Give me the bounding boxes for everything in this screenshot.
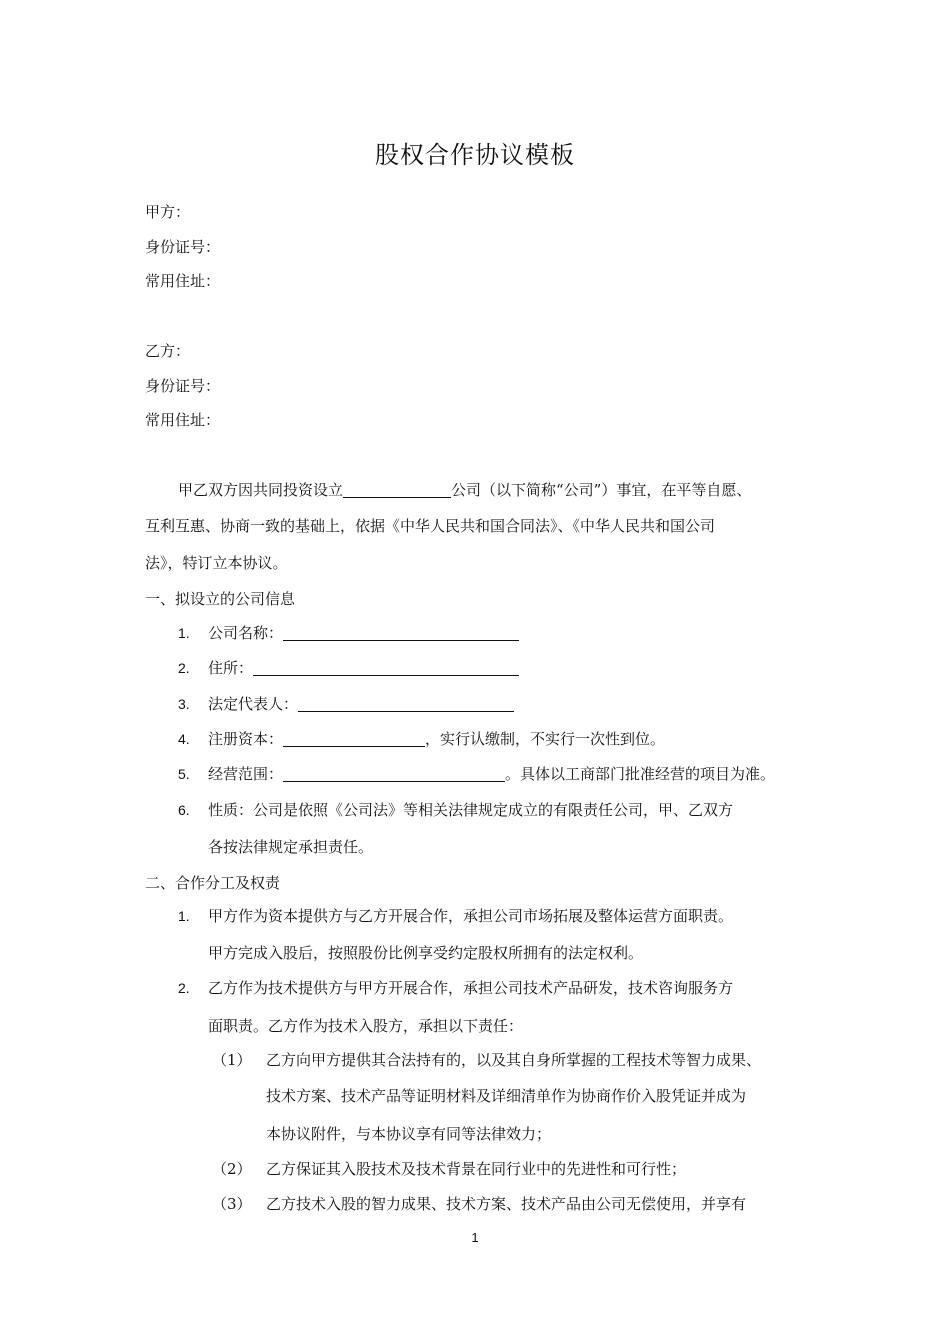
fill-blank bbox=[253, 659, 519, 676]
fill-blank bbox=[283, 624, 519, 641]
item-suffix: 。具体以工商部门批准经营的项目为准。 bbox=[505, 765, 776, 783]
list-item bbox=[208, 658, 519, 678]
party-b-name-label: 乙方： bbox=[145, 342, 191, 360]
intro-line-3: 法》，特订立本协议。 bbox=[145, 554, 288, 572]
subitem-number: （3） bbox=[212, 1195, 252, 1213]
company-blank bbox=[343, 481, 451, 498]
subitem-continuation: 技术方案、技术产品等证明材料及详细清单作为协商作价入股凭证并成为 bbox=[266, 1087, 747, 1105]
party-a-address-label: 常用住址： bbox=[145, 272, 221, 290]
page-number: 1 bbox=[471, 1230, 479, 1245]
section-1-heading: 一、拟设立的公司信息 bbox=[145, 590, 296, 608]
item-label: 经营范围： bbox=[208, 765, 284, 783]
item-number: 3. bbox=[178, 696, 190, 712]
list-item bbox=[208, 694, 514, 714]
list-item-continuation: 面职责。乙方作为技术入股方，承担以下责任： bbox=[208, 1017, 524, 1035]
subitem-text: 乙方向甲方提供其合法持有的，以及其自身所掌握的工程技术等智力成果、 bbox=[266, 1051, 762, 1069]
party-a-id-label: 身份证号： bbox=[145, 238, 221, 256]
subitem-continuation: 本协议附件，与本协议享有同等法律效力； bbox=[266, 1125, 552, 1143]
item-label: 注册资本： bbox=[208, 730, 284, 748]
item-label: 住所： bbox=[208, 659, 254, 677]
intro-line-1 bbox=[178, 480, 751, 500]
list-item bbox=[208, 764, 775, 784]
document-title: 股权合作协议模板 bbox=[375, 141, 575, 169]
intro-line-2: 互利互惠、协商一致的基础上，依据《中华人民共和国合同法》、《中华人民共和国公司 bbox=[145, 517, 716, 535]
item-number: 6. bbox=[178, 802, 190, 818]
list-item bbox=[208, 623, 519, 643]
section-2-heading: 二、合作分工及权责 bbox=[145, 874, 281, 892]
list-item-continuation: 甲方完成入股后，按照股份比例享受约定股权所拥有的法定权利。 bbox=[208, 944, 644, 962]
fill-blank bbox=[283, 765, 505, 782]
item-label: 法定代表人： bbox=[208, 695, 299, 713]
fill-blank bbox=[283, 730, 425, 747]
party-a-name-label: 甲方： bbox=[145, 203, 191, 221]
item-number: 5. bbox=[178, 766, 190, 782]
intro-text-1a: 甲乙双方因共同投资设立 bbox=[178, 481, 344, 499]
item-number: 2. bbox=[178, 660, 190, 676]
subitem-text: 乙方技术入股的智力成果、技术方案、技术产品由公司无偿使用，并享有 bbox=[266, 1195, 747, 1213]
item-number: 1. bbox=[178, 625, 190, 641]
party-b-address-label: 常用住址： bbox=[145, 411, 221, 429]
item-number: 4. bbox=[178, 731, 190, 747]
list-item: 乙方作为技术提供方与甲方开展合作，承担公司技术产品研发，技术咨询服务方 bbox=[208, 979, 734, 997]
subitem-number: （2） bbox=[212, 1160, 252, 1178]
list-item bbox=[208, 729, 665, 749]
subitem-number: （1） bbox=[212, 1051, 252, 1069]
party-b-id-label: 身份证号： bbox=[145, 377, 221, 395]
list-item: 性质：公司是依照《公司法》等相关法律规定成立的有限责任公司，甲、乙双方 bbox=[208, 801, 734, 819]
item-number: 2. bbox=[178, 980, 190, 996]
intro-text-1b: 公司（以下简称“公司”）事宜，在平等自愿、 bbox=[451, 481, 752, 499]
list-item-continuation: 各按法律规定承担责任。 bbox=[208, 838, 374, 856]
item-label: 公司名称： bbox=[208, 624, 284, 642]
item-suffix: ，实行认缴制，不实行一次性到位。 bbox=[425, 730, 666, 748]
item-number: 1. bbox=[178, 908, 190, 924]
list-item: 甲方作为资本提供方与乙方开展合作，承担公司市场拓展及整体运营方面职责。 bbox=[208, 907, 734, 925]
fill-blank bbox=[298, 695, 514, 712]
subitem-text: 乙方保证其入股技术及技术背景在同行业中的先进性和可行性； bbox=[266, 1160, 687, 1178]
